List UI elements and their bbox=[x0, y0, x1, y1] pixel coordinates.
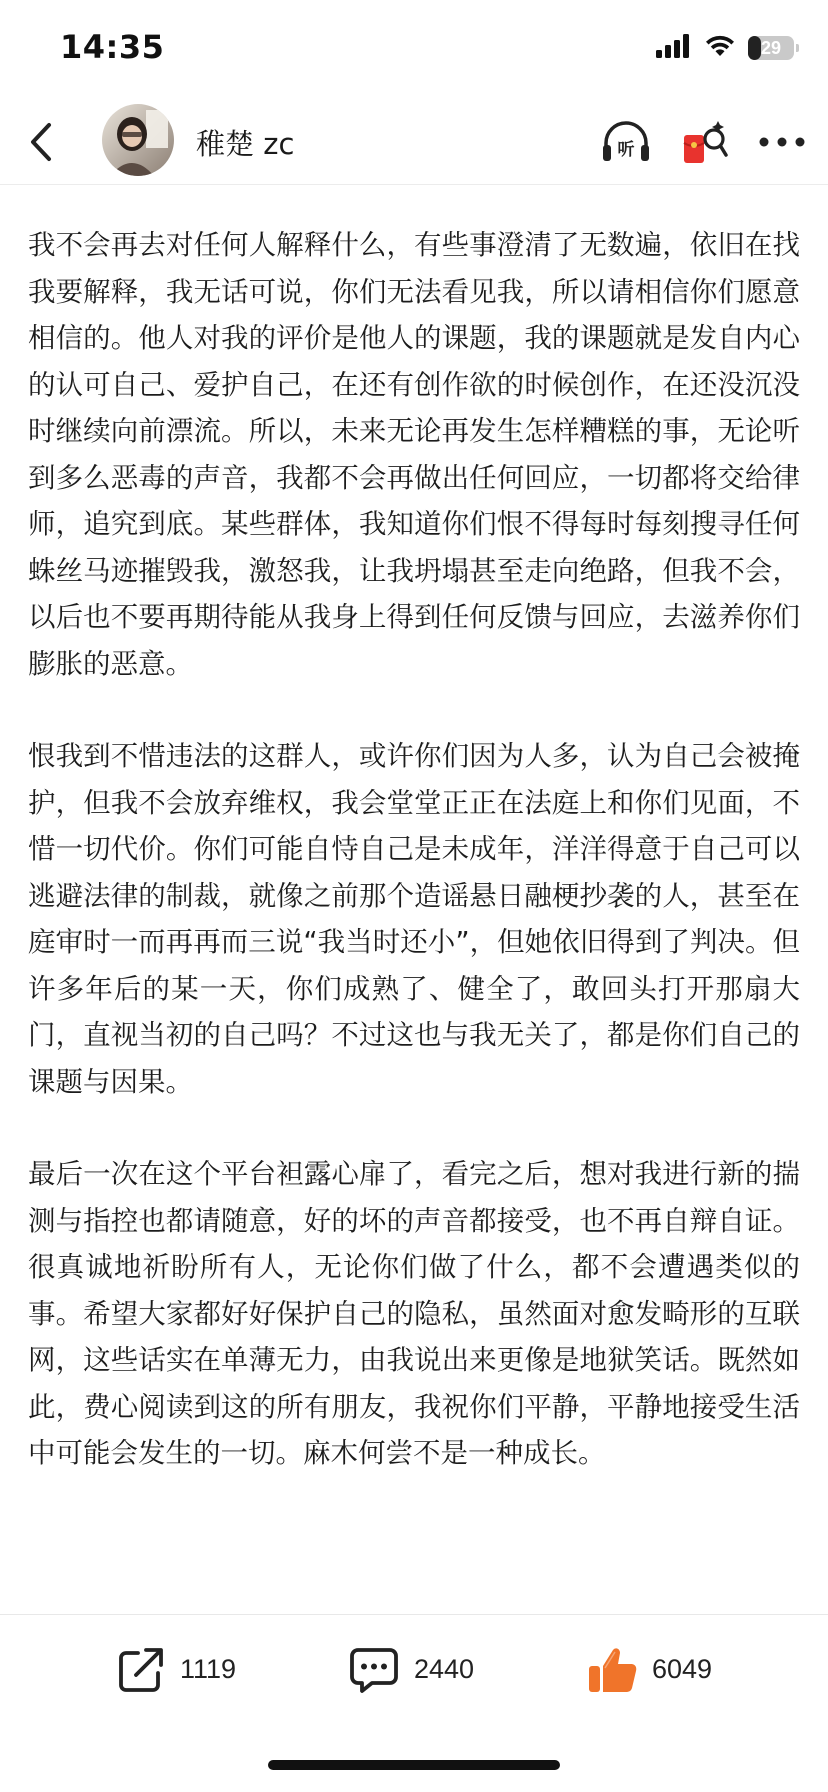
listen-icon bbox=[600, 119, 652, 165]
wifi-icon bbox=[704, 34, 736, 62]
back-chevron-icon bbox=[27, 121, 57, 163]
status-icons bbox=[656, 34, 794, 62]
avatar[interactable] bbox=[102, 104, 174, 176]
comment-icon bbox=[348, 1645, 400, 1695]
article-paragraph: 我不会再去对任何人解释什么，有些事澄清了无数遍，依旧在找我要解释，我无话可说，你们无法看见我，所以请相信你们愿意相信的。他人对我的评价是他人的课题，我的课题就是发自内心的认可自己、爱护自己，在还有创作欲的时候创作，在还没沉没时继续向前漂流。所以，未来无论再发生怎样糟糕的事，无论听到多么恶毒的声音，我都不会再做出任何回应，一切都将交给律师，追究到底。某些群体，我知道你们恨不得每时每刻搜寻任何蛛丝马迹摧毁我，激怒我，让我坍塌甚至走向绝路，但我不会，以后也不要再期待能从我身上得到任何反馈与回应，去滋养你们膨胀的恶意。 bbox=[28, 229, 800, 680]
signal-icon bbox=[656, 34, 692, 62]
listen-button[interactable] bbox=[598, 114, 654, 170]
article-paragraph: 最后一次在这个平台袒露心扉了，看完之后，想对我进行新的揣测与指控也都请随意，好的坏的声音都接受，也不再自辩自证。很真诚地祈盼所有人，无论你们做了什么，都不会遭遇类似的事。希望大家都好好保护自己的隐私，虽然面对愈发畸形的互联网，这些话实在单薄无力，由我说出来更像是地狱笑话。既然如此，费心阅读到这的所有朋友，我祝你们平静，平静地接受生活中可能会发生的一切。麻木何尝不是一种成长。 bbox=[28, 1158, 800, 1469]
red-packet-icon bbox=[678, 117, 730, 167]
like-icon bbox=[586, 1644, 638, 1696]
battery-level: 29 bbox=[760, 37, 782, 58]
home-indicator[interactable] bbox=[268, 1760, 560, 1770]
more-button[interactable] bbox=[754, 114, 810, 170]
comment-button[interactable] bbox=[348, 1645, 474, 1695]
nav-actions bbox=[598, 114, 810, 170]
battery-fill bbox=[748, 36, 761, 60]
status-time: 14:35 bbox=[60, 28, 165, 66]
back-button[interactable] bbox=[18, 118, 66, 166]
like-count: 6049 bbox=[651, 1654, 713, 1684]
repost-icon bbox=[116, 1645, 166, 1695]
repost-button[interactable] bbox=[116, 1645, 236, 1695]
more-icon bbox=[758, 136, 806, 148]
username[interactable]: 稚楚 zc bbox=[196, 127, 295, 161]
bottom-action-bar bbox=[0, 1614, 828, 1724]
comment-count: 2440 bbox=[413, 1654, 475, 1684]
red-packet-button[interactable] bbox=[676, 114, 732, 170]
repost-count: 1119 bbox=[179, 1654, 237, 1684]
svg-text:听: 听 bbox=[617, 140, 635, 160]
article-paragraph: 恨我到不惜违法的这群人，或许你们因为人多，认为自己会被掩护，但我不会放弃维权，我会堂堂正正在法庭上和你们见面，不惜一切代价。你们可能自恃自己是未成年，洋洋得意于自己可以逃避法律的制裁，就像之前那个造谣悬日融梗抄袭的人，甚至在庭审时一而再再而三说“我当时还小”，但她依旧得到了判决。但许多年后的某一天，你们成熟了、健全了，敢回头打开那扇大门，直视当初的自己吗？不过这也与我无关了，都是你们自己的课题与因果。 bbox=[28, 740, 800, 1098]
article-body bbox=[28, 222, 800, 1523]
battery-icon bbox=[748, 36, 794, 60]
status-bar bbox=[0, 0, 828, 100]
like-button[interactable] bbox=[586, 1644, 712, 1696]
nav-header bbox=[0, 100, 828, 185]
